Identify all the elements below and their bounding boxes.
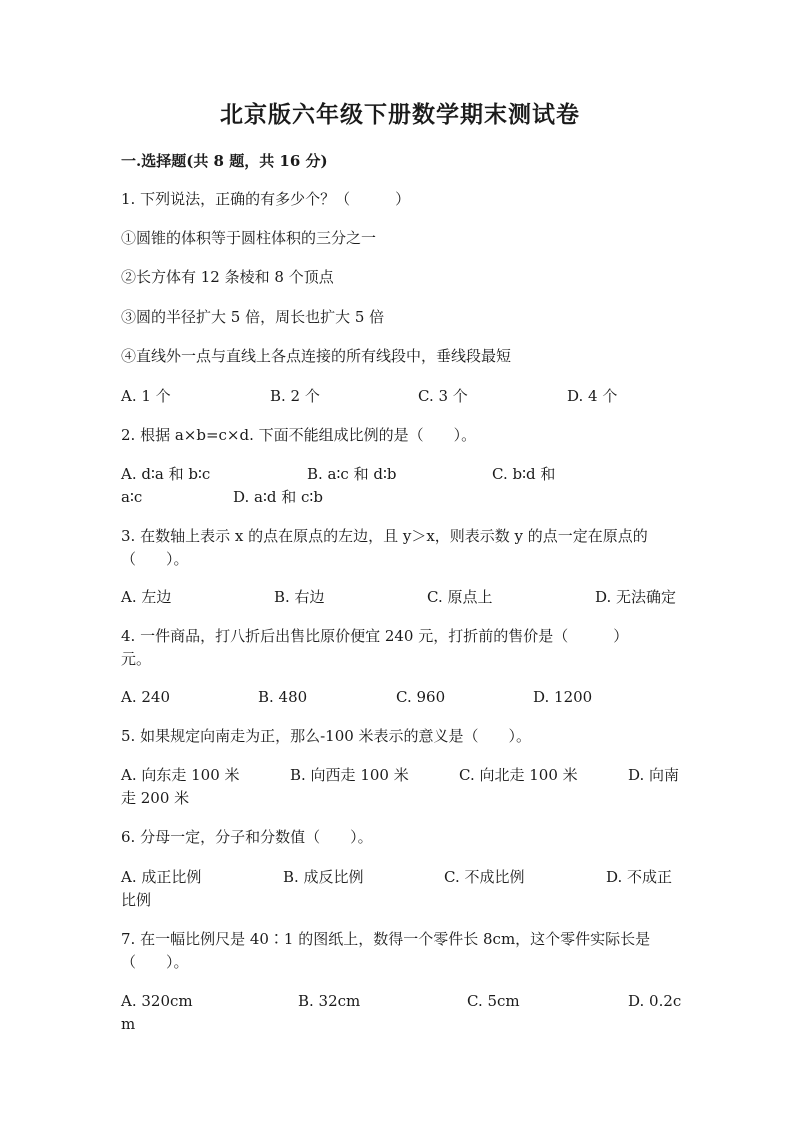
question-3-stem: 3. 在数轴上表示 x 的点在原点的左边，且 y＞x，则表示数 y 的点一定在原点的 (121, 527, 648, 545)
question-6-option-c: C. 不成比例 (444, 868, 525, 886)
question-5-stem: 5. 如果规定向南走为正，那么-100 米表示的意义是（ ）。 (121, 727, 532, 745)
question-6-stem: 6. 分母一定，分子和分数值（ ）。 (121, 828, 373, 846)
question-1-option-d: D. 4 个 (567, 387, 618, 405)
question-5-option-b: B. 向西走 100 米 (290, 766, 409, 784)
question-3-option-d: D. 无法确定 (595, 588, 677, 606)
question-1-statement-2: ②长方体有 12 条棱和 8 个顶点 (121, 268, 334, 286)
question-7-option-c: C. 5cm (467, 992, 520, 1010)
question-2-option-b: B. a∶c 和 d∶b (307, 465, 397, 483)
question-3-stem-continued: （ ）。 (121, 550, 189, 568)
question-3-option-c: C. 原点上 (427, 588, 493, 606)
question-1-statement-4: ④直线外一点与直线上各点连接的所有线段中，垂线段最短 (121, 347, 512, 365)
question-7-option-b: B. 32cm (298, 992, 361, 1010)
question-6-option-a: A. 成正比例 (121, 868, 202, 886)
question-6-option-d: D. 不成正 (606, 868, 673, 886)
question-1-stem: 1. 下列说法，正确的有多少个？（ ） (121, 190, 411, 208)
question-1-option-c: C. 3 个 (418, 387, 468, 405)
question-1-option-a: A. 1 个 (121, 387, 171, 405)
question-7-option-a: A. 320cm (121, 992, 193, 1010)
question-2-option-d: D. a∶d 和 c∶b (233, 488, 323, 506)
question-7-option-d-continued: m (121, 1015, 136, 1033)
question-2-option-c: C. b∶d 和 (492, 465, 556, 483)
question-5-option-c: C. 向北走 100 米 (459, 766, 578, 784)
question-4-option-d: D. 1200 (533, 688, 593, 706)
section-heading: 一.选择题(共 8 题，共 16 分) (121, 152, 328, 170)
question-2-option-a: A. d∶a 和 b∶c (121, 465, 211, 483)
question-7-option-d: D. 0.2c (628, 992, 682, 1010)
question-4-stem: 4. 一件商品，打八折后出售比原价便宜 240 元，打折前的售价是（ ） (121, 627, 629, 645)
question-4-option-c: C. 960 (396, 688, 446, 706)
question-2-stem: 2. 根据 a×b=c×d. 下面不能组成比例的是（ ）。 (121, 426, 477, 444)
page-title: 北京版六年级下册数学期末测试卷 (220, 101, 580, 128)
question-3-option-b: B. 右边 (274, 588, 325, 606)
question-7-stem: 7. 在一幅比例尺是 40∶1 的图纸上，数得一个零件长 8cm，这个零件实际长是 (121, 930, 651, 948)
question-3-option-a: A. 左边 (121, 588, 172, 606)
question-5-option-d: D. 向南 (628, 766, 680, 784)
question-6-option-b: B. 成反比例 (283, 868, 364, 886)
question-5-option-d-continued: 走 200 米 (121, 789, 190, 807)
question-4-stem-continued: 元。 (121, 650, 152, 668)
question-4-option-b: B. 480 (258, 688, 308, 706)
question-1-statement-1: ①圆锥的体积等于圆柱体积的三分之一 (121, 229, 377, 247)
question-4-option-a: A. 240 (121, 688, 170, 706)
question-2-option-c-continued: a∶c (121, 488, 143, 506)
question-1-statement-3: ③圆的半径扩大 5 倍，周长也扩大 5 倍 (121, 308, 385, 326)
question-5-option-a: A. 向东走 100 米 (121, 766, 240, 784)
question-6-option-d-continued: 比例 (121, 891, 152, 909)
question-1-option-b: B. 2 个 (270, 387, 320, 405)
question-7-stem-continued: （ ）。 (121, 953, 189, 971)
